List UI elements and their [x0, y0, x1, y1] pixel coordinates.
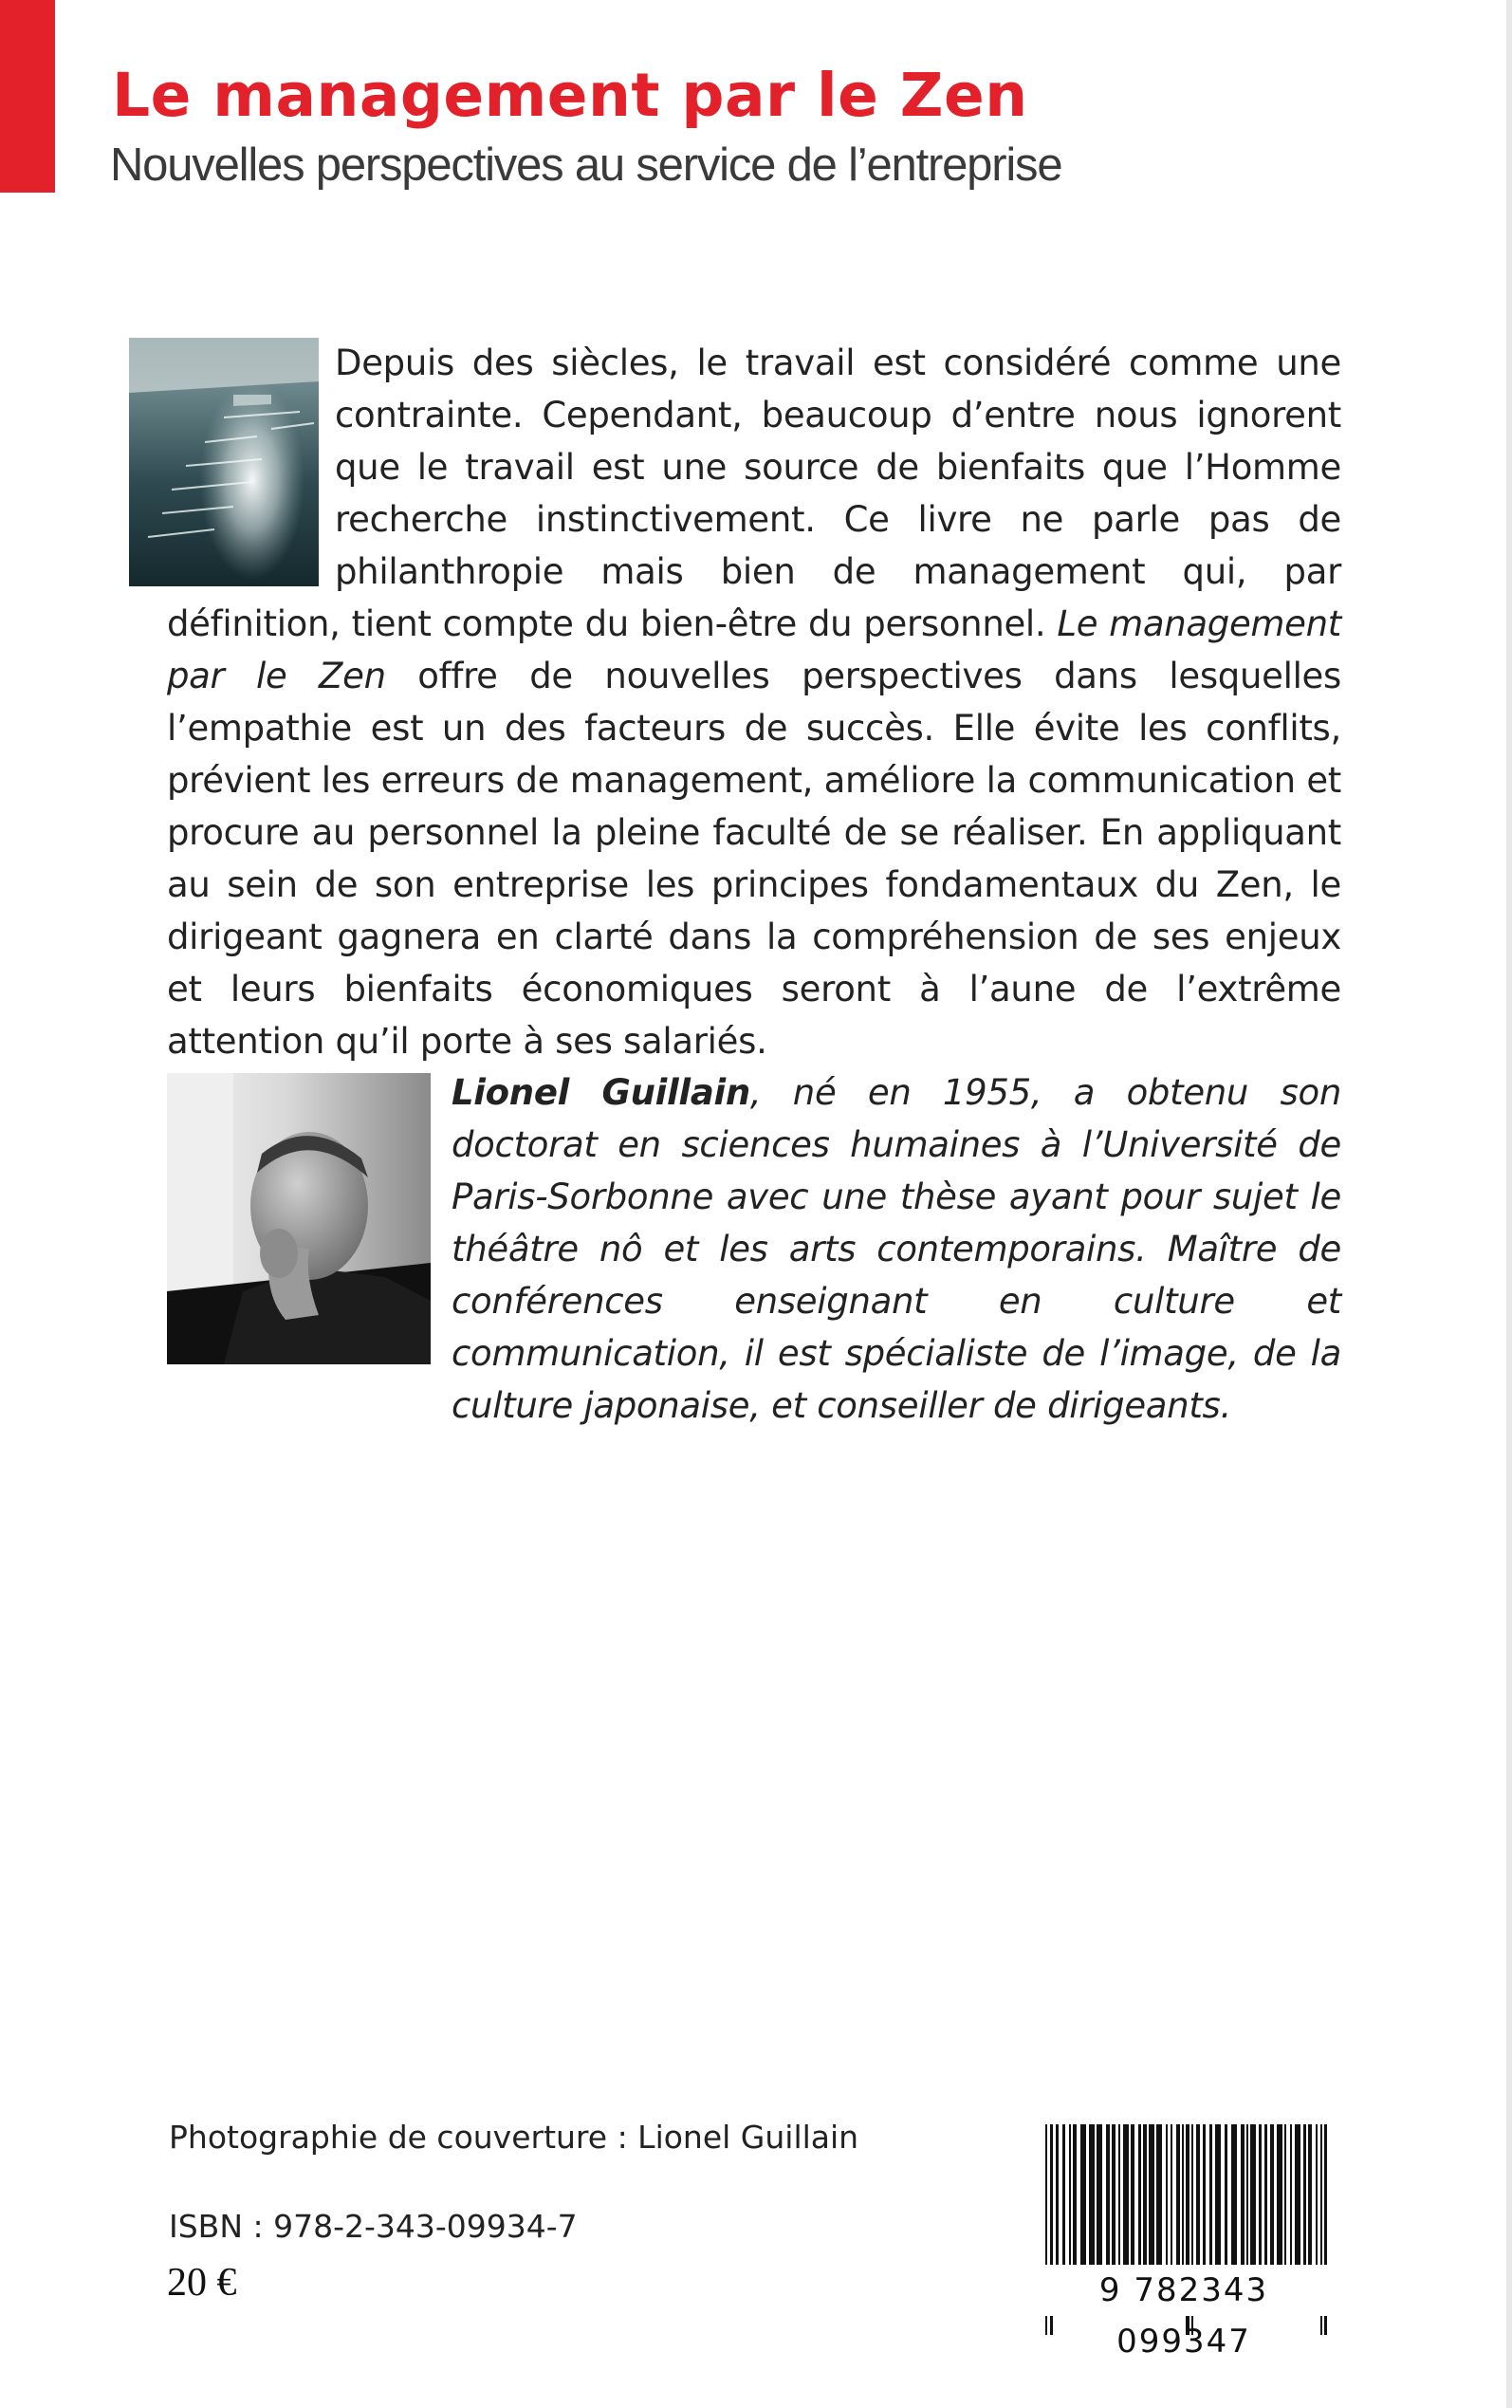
- author-photo: [167, 1073, 431, 1364]
- barcode-digits: 9 782343 099347: [1032, 2265, 1336, 2316]
- blurb-rest: offre de nouvelles perspectives dans lesquelles l’empathie est un des facteurs de succès. Elle évite les conflits, prévient les erreurs de management, améliore la communication et procure au personnel la pleine faculté de se réaliser. En appliquant au sein de son entreprise les principes fondamentaux du Zen, le dirigeant gagnera en clarté dans la compréhension de ses enjeux et leurs bienfaits économiques seront à l’aune de l’extrême attention qu’il porte à ses salariés.: [167, 656, 1341, 1062]
- isbn: ISBN : 978-2-343-09934-7: [169, 2208, 578, 2245]
- red-edge-bar: [0, 0, 55, 193]
- blurb-intro: Depuis des siècles, le travail est considéré comme une contrainte. Cependant, beaucoup d’entre nous ignorent que le travail est une source de bienfaits que l’Homme recherche instinctivement. Ce livre ne parle pas de philanthropie mais bien de management qui, par définition, tient compte du bien-être du personnel.: [167, 343, 1341, 644]
- blurb-text: [167, 337, 1341, 1067]
- page-edge: [1506, 0, 1512, 2408]
- book-subtitle: Nouvelles perspectives au service de l’entreprise: [110, 139, 1062, 191]
- author-bio: [452, 1066, 1341, 1432]
- author-bio-text: , né en 1955, a obtenu son doctorat en sciences humaines à l’Université de Paris-Sorbonne avec une thèse ayant pour sujet le théâtre nô et les arts contemporains. Maître de conférences enseignant en culture et communication, il est spécialiste de l’image, de la culture japonaise, et conseiller de dirigeants.: [452, 1072, 1341, 1426]
- photo-credit: Photographie de couverture : Lionel Guillain: [169, 2119, 859, 2156]
- photo-spacer: [129, 337, 335, 598]
- price: 20 €: [167, 2261, 237, 2305]
- author-name: Lionel Guillain: [452, 1072, 750, 1113]
- blurb-book-title: Le management par le Zen: [167, 603, 1341, 696]
- book-title: Le management par le Zen: [112, 61, 1028, 130]
